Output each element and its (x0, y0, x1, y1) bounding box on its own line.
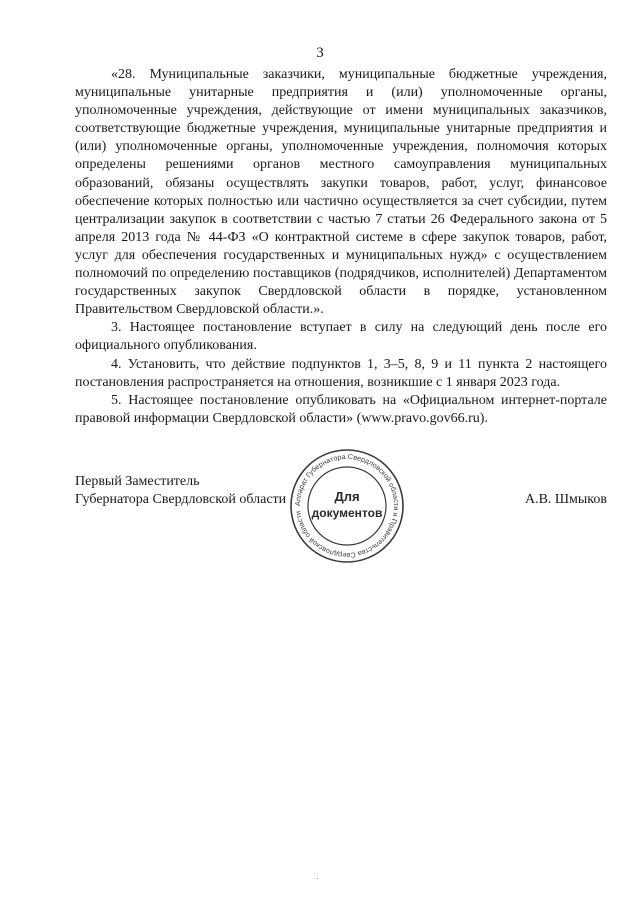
seal-center-line2: документов (311, 506, 383, 520)
page-number: 3 (316, 45, 324, 61)
official-seal-stamp (288, 447, 406, 565)
scan-speck (317, 878, 318, 879)
paragraph-3: 3. Настоящее постановление вступает в силу на следующий день после его официального опубликования. (75, 320, 607, 354)
paragraph-28: «28. Муниципальные заказчики, муниципальные бюджетные учреждения, муниципальные унитарные предприятия и (или) уполномоченные органы, уполномоченные учреждения, действующие от имени муниципальных заказчиков, соответствующие бюджетные учреждения, муниципальные унитарные предприятия и (или) уполномоченные органы, уполномоченные учреждения, полномочия которых определены решениями органов местного самоуправления муниципальных образований, обязаны осуществлять закупки товаров, работ, услуг, финансовое обеспечение которых полностью или частично осуществляется за счет субсидии, путем централизации закупок в соответствии с частью 7 статьи 26 Федерального закона от 5 апреля 2013 года № 44-ФЗ «О контрактной системе в сфере закупок товаров, работ, услуг для обеспечения государственных и муниципальных нужд» с осуществлением полномочий по определению поставщиков (подрядчиков, исполнителей) Департаментом государственных закупок Свердловской области в порядке, установленном Правительством Свердловской области.». (75, 67, 607, 318)
paragraph-4: 4. Установить, что действие подпунктов 1, 3–5, 8, 9 и 11 пункта 2 настоящего постановления распространяется на отношения, возникшие с 1 января 2023 года. (75, 356, 607, 390)
paragraph-5: 5. Настоящее постановление опубликовать на «Официальном интернет-портале правовой информации Свердловской области» (www.pravo.gov66.ru). (75, 392, 607, 426)
signatory-title-line2: Губернатора Свердловской области (75, 492, 287, 507)
seal-ring-text: Аппарат Губернатора Свердловской области и Правительства Свердловской области (294, 453, 400, 559)
seal-center-line1: Для (334, 489, 360, 504)
signatory-title-line1: Первый Заместитель (75, 474, 200, 489)
signatory-name: А.В. Шмыков (524, 492, 607, 507)
signatory-title (75, 473, 286, 509)
document-body (75, 66, 607, 428)
